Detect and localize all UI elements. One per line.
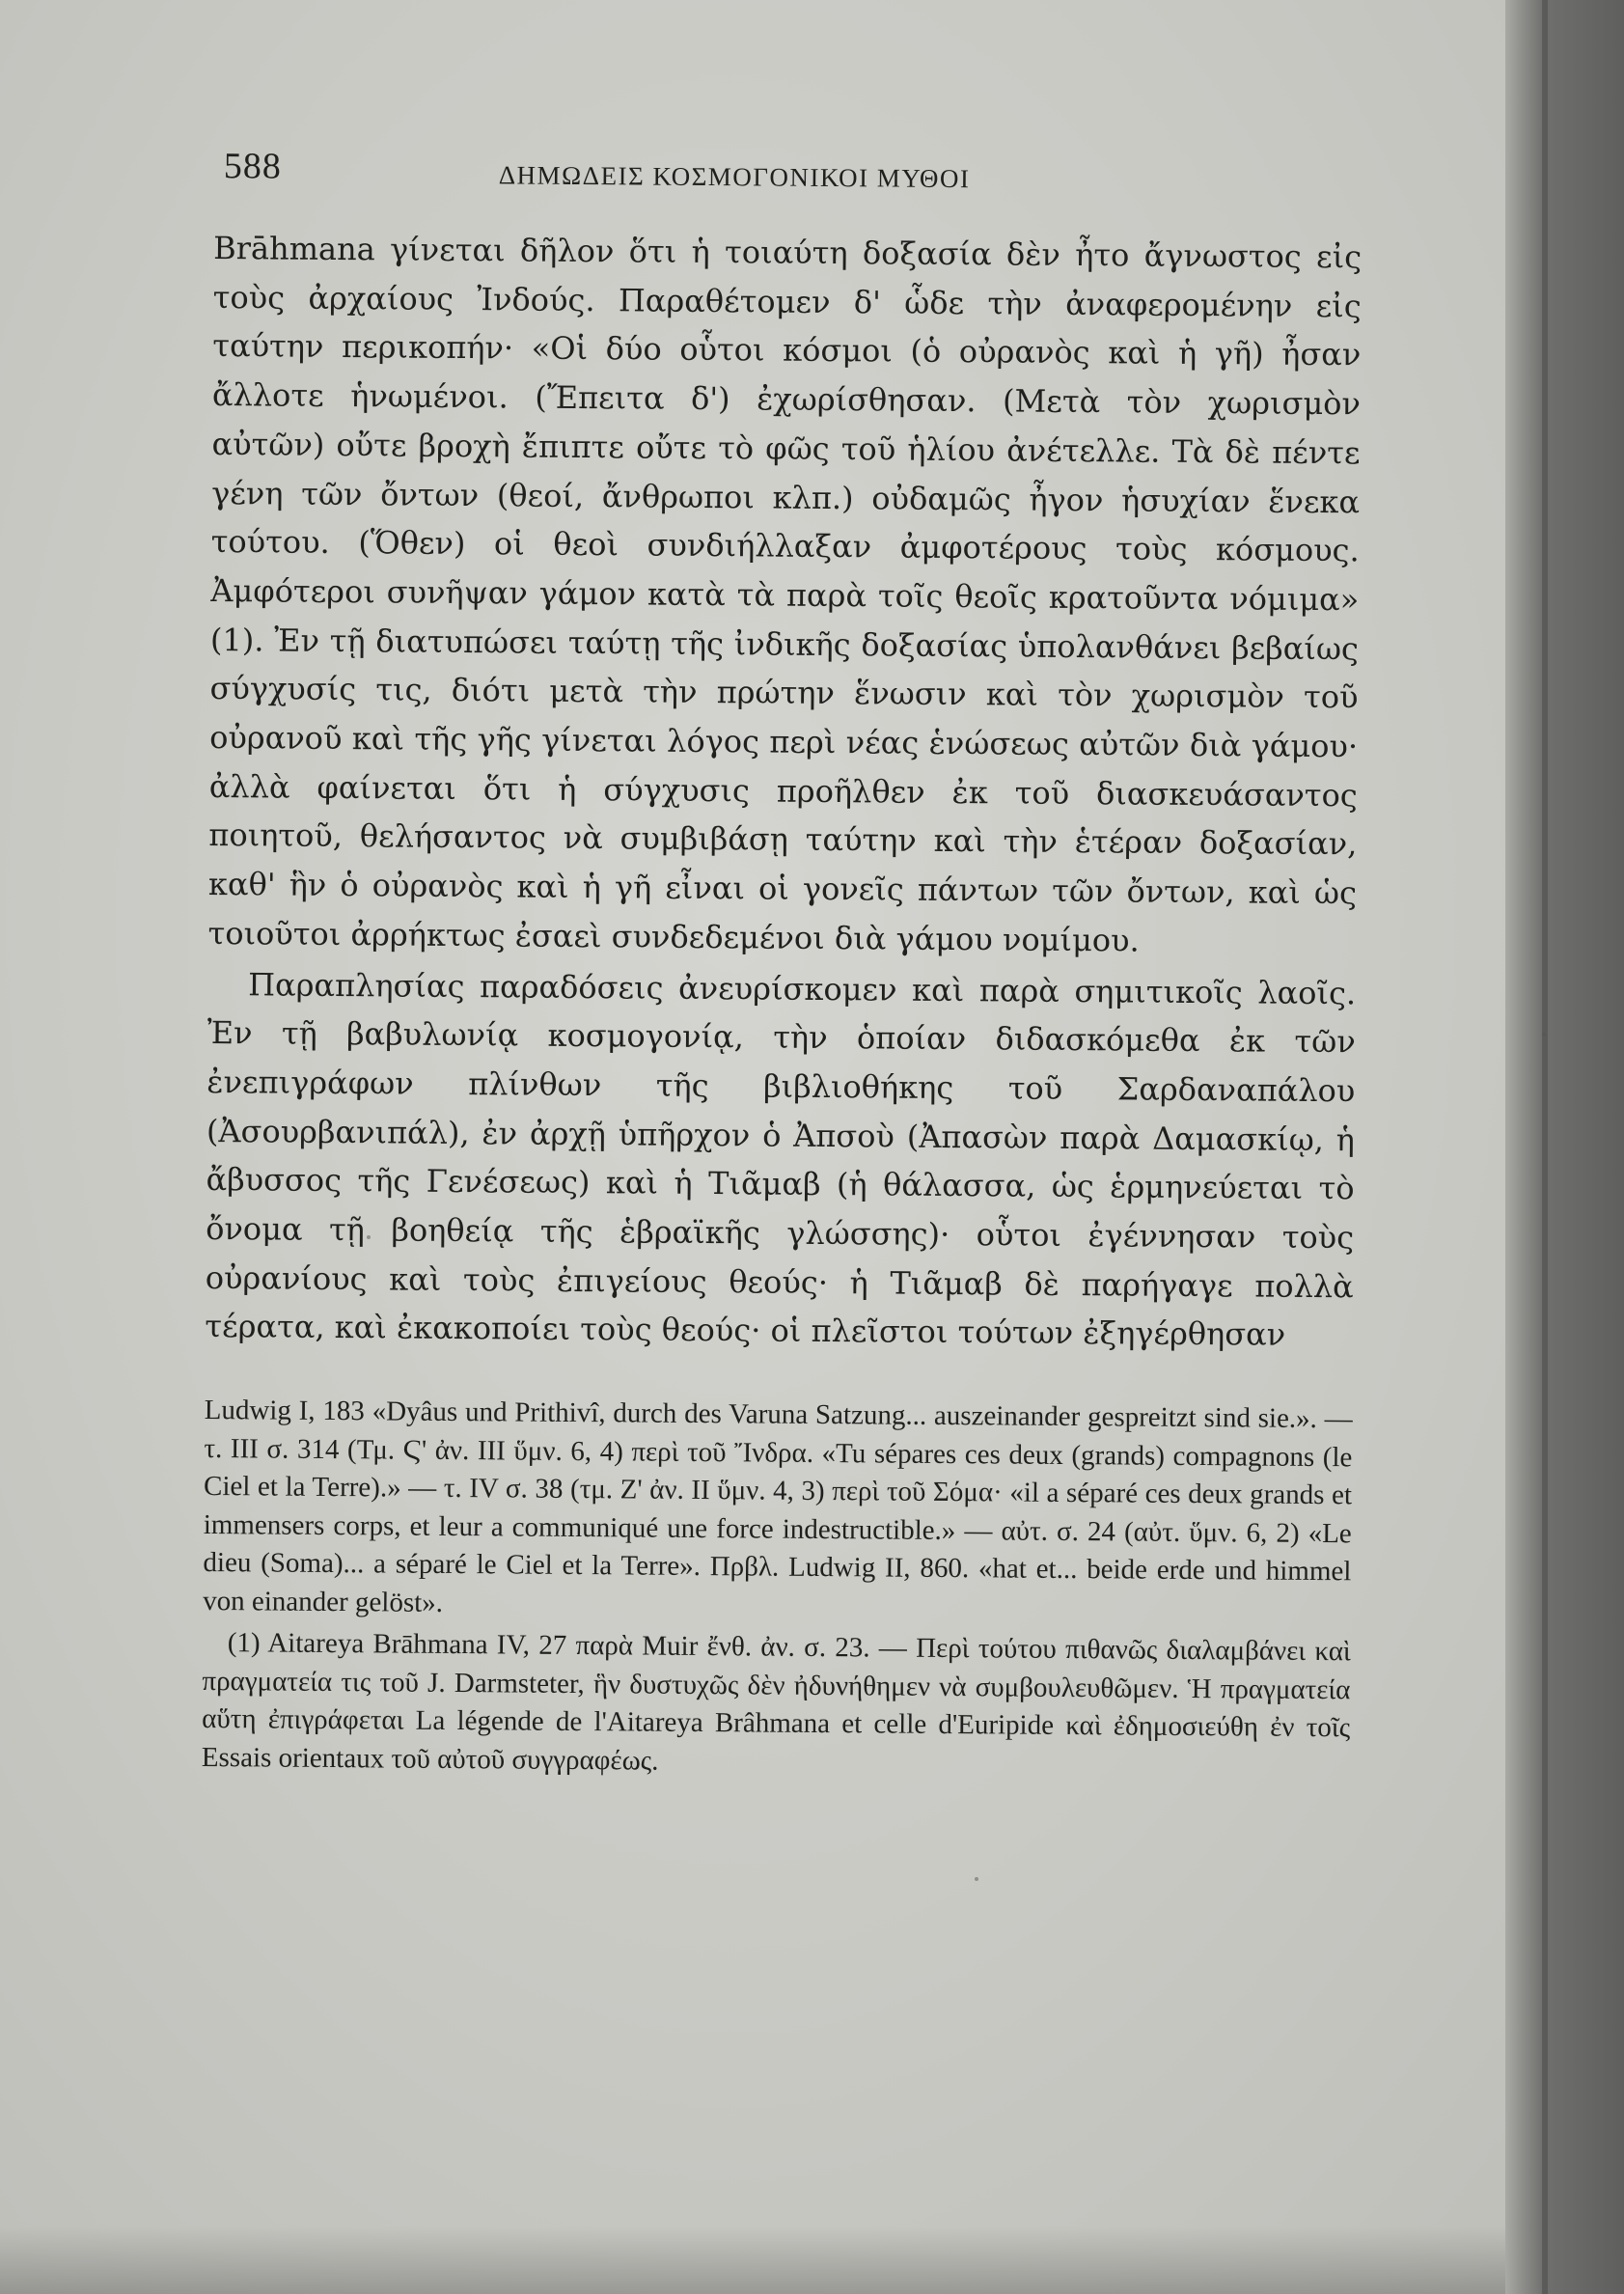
page-number: 588 [223, 146, 282, 187]
footnotes [202, 1392, 1353, 1785]
scan-speck [1542, 1033, 1546, 1036]
page-header [214, 145, 1363, 211]
footnote: (1) Aitareya Brāhmana IV, 27 παρὰ Muir ἔνθ. ἀν. σ. 23. — Περὶ τούτου πιθανῶς διαλαμβάνει καὶ πραγματεία τις τοῦ J. Darmsteter, ἣν δυστυχῶς δὲν ἠδυνήθημεν νὰ συμβουλευθῶμεν. Ἡ πραγματεία αὕτη ἐπιγράφεται La légende de l'Aitareya Brâhmana et celle d'Euripide καὶ ἐδημοσιεύθη ἐν τοῖς Essais orientaux τοῦ αὐτοῦ συγγραφέως. [201, 1627, 1351, 1777]
gutter-shadow [1542, 0, 1548, 2294]
footnote: Ludwig I, 183 «Dyâus und Prithivî, durch des Varuna Satzung... auszeinander gespreitzt sind sie.». — τ. III σ. 314 (Τμ. Ϛ' ἀν. III ὕμν. 6, 4) περὶ τοῦ Ἴνδρα. «Tu sépares ces deux (grands) compagnons (le Ciel et la Terre).» — τ. IV σ. 38 (τμ. Ζ' ἀν. II ὕμν. 4, 3) περὶ τοῦ Σόμα· «il a séparé ces deux grands et immensers corps, et leur a communiqué une force indestructible.» — αὐτ. σ. 24 (αὐτ. ὕμν. 6, 2) «Le dieu (Soma)... a séparé le Ciel et la Terre». Πρβλ. Ludwig II, 860. «hat et... beide erde und himmel von einander gelöst». [203, 1395, 1353, 1618]
page-edge-shadow [0, 2226, 1505, 2294]
book-gutter [1505, 0, 1624, 2294]
body-paragraph: Παραπλησίας παραδόσεις ἀνευρίσκομεν καὶ παρὰ σημιτικοῖς λαοῖς. Ἐν τῇ βαβυλωνίᾳ κοσμογονίᾳ, τὴν ὁποίαν διδασκόμεθα ἐκ τῶν ἐνεπιγράφων πλίνθων τῆς βιβλιοθήκης τοῦ Σαρδαναπάλου (Ἀσουρβανιπάλ), ἐν ἀρχῇ ὑπῆρχον ὁ Ἀπσοὺ (Ἀπασὼν παρὰ Δαμασκίῳ, ἡ ἄβυσσος τῆς Γενέσεως) καὶ ἡ Τιᾶμαβ (ἡ θάλασσα, ὡς ἑρμηνεύεται τὸ ὄνομα τῇ βοηθείᾳ τῆς ἑβραϊκῆς γλώσσης)· οὗτοι ἐγέννησαν τοὺς οὐρανίους καὶ τοὺς ἐπιγείους θεούς· ἡ Τιᾶμαβ δὲ παρήγαγε πολλὰ τέρατα, καὶ ἐκακοποίει τοὺς θεούς· οἱ πλεῖστοι τούτων ἐξηγέρθησαν [205, 965, 1357, 1354]
scan-speck [975, 1877, 978, 1881]
body-paragraph: Brāhmana γίνεται δῆλον ὅτι ἡ τοιαύτη δοξασία δὲν ἦτο ἄγνωστος εἰς τοὺς ἀρχαίους Ἰνδούς. Παραθέτομεν δ' ὧδε τὴν ἀναφερομένην εἰς ταύτην περικοπήν· «Οἱ δύο οὗτοι κόσμοι (ὁ οὐρανὸς καὶ ἡ γῆ) ἦσαν ἄλλοτε ἡνωμένοι. (Ἔπειτα δ') ἐχωρίσθησαν. (Μετὰ τὸν χωρισμὸν αὐτῶν) οὔτε βροχὴ ἔπιπτε οὔτε τὸ φῶς τοῦ ἡλίου ἀνέτελλε. Τὰ δὲ πέντε γένη τῶν ὄντων (θεοί, ἄνθρωποι κλπ.) οὐδαμῶς ἦγον ἡσυχίαν ἕνεκα τούτου. (Ὅθεν) οἱ θεοὶ συνδιήλλαξαν ἀμφοτέρους τοὺς κόσμους. Ἀμφότεροι συνῆψαν γάμον κατὰ τὰ παρὰ τοῖς θεοῖς κρατοῦντα νόμιμα» (1). Ἐν τῇ διατυπώσει ταύτῃ τῆς ἰνδικῆς δοξασίας ὑπολανθάνει βεβαίως σύγχυσίς τις, διότι μετὰ τὴν πρώτην ἕνωσιν καὶ τὸν χωρισμὸν τοῦ οὐρανοῦ καὶ τῆς γῆς γίνεται λόγος περὶ νέας ἑνώσεως αὐτῶν διὰ γάμου· ἀλλὰ φαίνεται ὅτι ἡ σύγχυσις προῆλθεν ἐκ τοῦ διασκευάσαντος ποιητοῦ, θελήσαντος νὰ συμβιβάσῃ ταύτην καὶ τὴν ἑτέραν δοξασίαν, καθ' ἣν ὁ οὐρανὸς καὶ ἡ γῆ εἶναι οἱ γονεῖς πάντων τῶν ὄντων, καὶ ὡς τοιοῦτοι ἀρρήκτως ἐσαεὶ συνδεδεμένοι διὰ γάμου νομίμου. [207, 229, 1363, 959]
running-title: ΔΗΜΩΔΕΙΣ ΚΟΣΜΟΓΟΝΙΚΟΙ ΜΥΘΟΙ [498, 160, 971, 194]
page-content [202, 145, 1363, 1789]
